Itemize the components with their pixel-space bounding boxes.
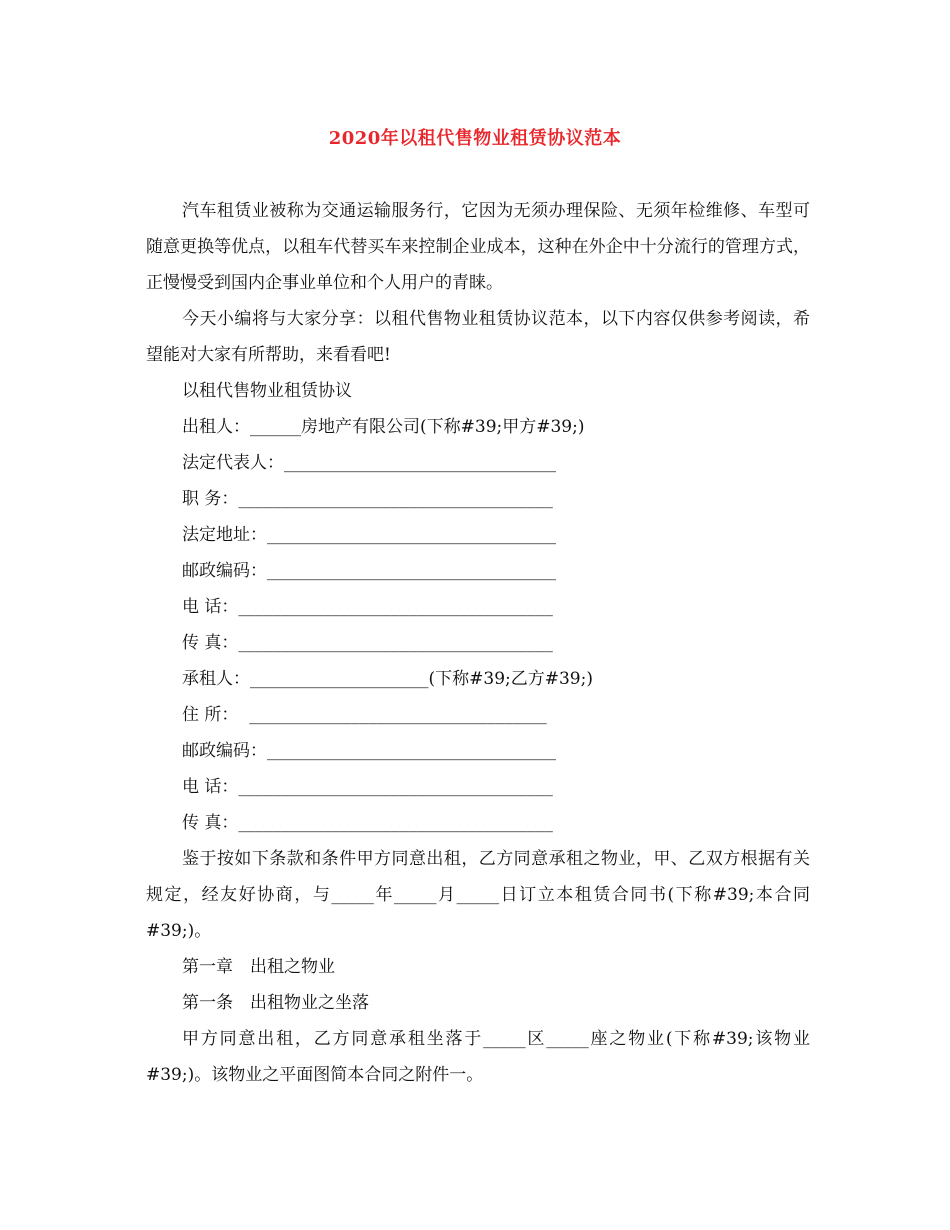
lessor-line: 出租人：______房地产有限公司(下称#39;甲方#39;) xyxy=(182,417,585,437)
phone-line: 电 话：_____________________________________ xyxy=(182,777,553,797)
whereas-paragraph: 鉴于按如下条款和条件甲方同意出租，乙方同意承租之物业，甲、乙双方根据有关规定，经友好协商，与_____年_____月_____日订立本租赁合同书(下称#39;本合同#39;)。 xyxy=(146,849,810,941)
chapter-heading: 第一章 出租之物业 xyxy=(182,957,335,977)
fax-line: 传 真：_____________________________________ xyxy=(182,633,553,653)
position-line: 职 务：_____________________________________ xyxy=(182,489,553,509)
article-heading: 第一条 出租物业之坐落 xyxy=(182,993,369,1013)
postal-code-line: 邮政编码：__________________________________ xyxy=(182,741,556,761)
legal-representative-line: 法定代表人：________________________________ xyxy=(182,453,556,473)
intro-paragraph-2: 今天小编将与大家分享：以租代售物业租赁协议范本，以下内容仅供参考阅读，希望能对大家有所帮助，来看看吧! xyxy=(146,309,810,365)
document-title: 2020年以租代售物业租赁协议范本 xyxy=(328,128,622,149)
intro-paragraph-1: 汽车租赁业被称为交通运输服务行，它因为无须办理保险、无须年检维修、车型可随意更换等优点，以租车代替买车来控制企业成本，这种在外企中十分流行的管理方式，正慢慢受到国内企事业单位和个人用户的青睐。 xyxy=(146,201,810,293)
phone-line: 电 话：_____________________________________ xyxy=(182,597,553,617)
fax-line: 传 真：_____________________________________ xyxy=(182,813,553,833)
postal-code-line: 邮政编码：__________________________________ xyxy=(182,561,556,581)
article-paragraph: 甲方同意出租，乙方同意承租坐落于_____区_____座之物业(下称#39;该物业#39;)。该物业之平面图简本合同之附件一。 xyxy=(146,1029,810,1085)
legal-address-line: 法定地址：__________________________________ xyxy=(182,525,556,545)
document-body xyxy=(146,193,810,1093)
lessee-line: 承租人：_____________________(下称#39;乙方#39;) xyxy=(182,669,593,689)
agreement-title: 以租代售物业租赁协议 xyxy=(182,381,352,401)
residence-line: 住 所： ___________________________________ xyxy=(182,705,547,725)
